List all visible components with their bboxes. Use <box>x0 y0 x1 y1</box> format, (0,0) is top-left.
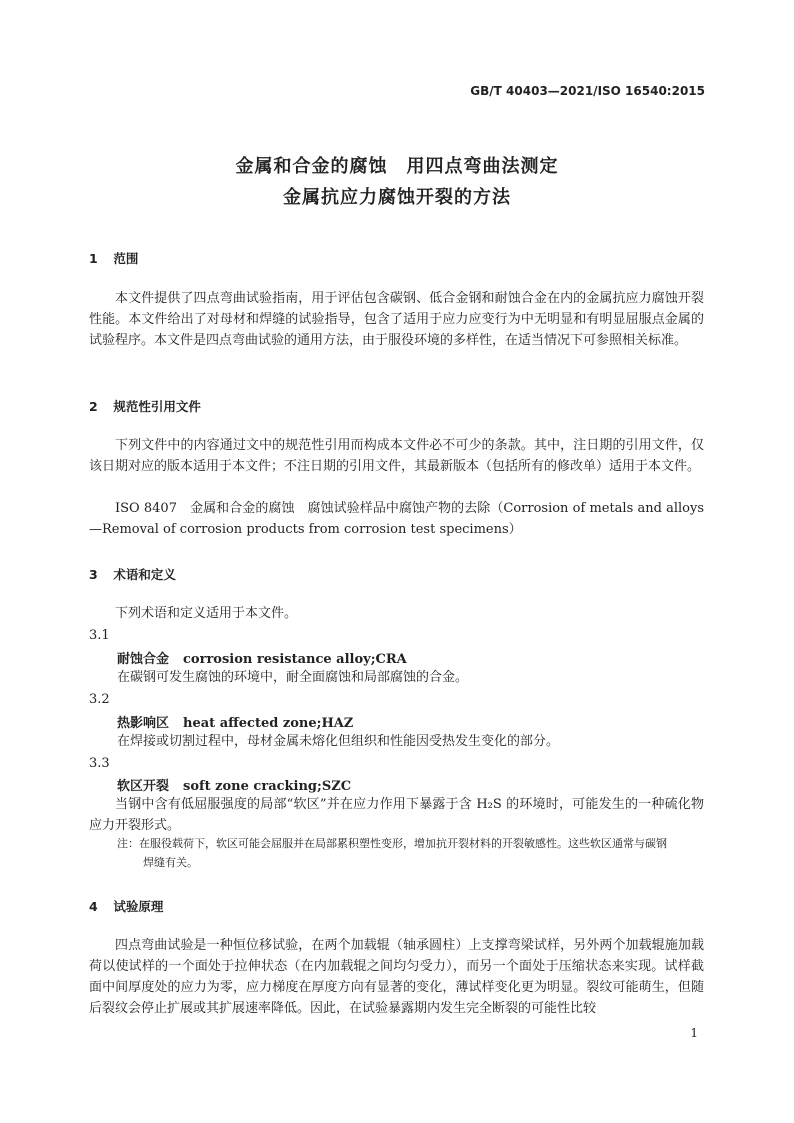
terms-intro: 下列术语和定义适用于本文件。 <box>115 606 298 621</box>
note-line: 焊缝有关。 <box>143 856 198 869</box>
section-title: 规范性引用文件 <box>113 399 201 414</box>
term-number: 3.1 <box>89 628 110 643</box>
term-entry <box>117 712 353 731</box>
section-title: 术语和定义 <box>113 567 176 582</box>
section-number: 2 <box>89 399 98 414</box>
document-title-line2: 金属抗应力腐蚀开裂的方法 <box>283 187 511 208</box>
term-definition: 当钢中含有低屈服强度的局部“软区”并在应力作用下暴露于含 H₂S 的环境时，可能发生的一种硫化物应力开裂形式。 <box>89 797 704 833</box>
section-heading-scope <box>89 249 138 267</box>
section-heading-terms <box>89 565 176 583</box>
term-number: 3.3 <box>89 756 110 771</box>
term-en: soft zone cracking;SZC <box>183 779 352 794</box>
section-number: 1 <box>89 251 98 266</box>
term-entry <box>117 648 407 667</box>
term-number: 3.2 <box>89 692 110 707</box>
section-title: 试验原理 <box>113 899 164 914</box>
term-zh: 热影响区 <box>117 716 170 731</box>
principle-paragraph: 四点弯曲试验是一种恒位移试验，在两个加载辊（轴承圆柱）上支撑弯梁试样，另外两个加载辊施加载荷以使试样的一个面处于拉伸状态（在内加载辊之间均匀受力），而另一个面处于压缩状态来实现。试样截面中间厚度处的应力为零，应力梯度在厚度方向有显著的变化，薄试样变化更为明显。裂纹可能萌生，但随后裂纹会停止扩展或其扩展速率降低。因此，在试验暴露期内发生完全断裂的可能性比较 <box>89 938 704 1016</box>
page-number: 1 <box>690 1026 698 1040</box>
term-en: heat affected zone;HAZ <box>183 716 354 731</box>
note <box>117 834 707 872</box>
term-en: corrosion resistance alloy;CRA <box>183 652 407 667</box>
term-zh: 耐蚀合金 <box>117 652 170 667</box>
document-title-line1: 金属和合金的腐蚀 用四点弯曲法测定 <box>235 156 559 177</box>
term-zh: 软区开裂 <box>117 779 170 794</box>
term-definition: 在碳钢可发生腐蚀的环境中，耐全面腐蚀和局部腐蚀的合金。 <box>117 670 469 685</box>
reference-iso-8407: ISO 8407 金属和合金的腐蚀 腐蚀试验样品中腐蚀产物的去除（Corrosion of metals and alloys—Removal of corrosion products from corrosion test specimens） <box>89 501 704 537</box>
section-heading-test-principle <box>89 897 163 915</box>
term-entry <box>117 775 351 794</box>
section-number: 4 <box>89 899 98 914</box>
section-number: 3 <box>89 567 98 582</box>
term-definition: 在焊接或切割过程中，母材金属未熔化但组织和性能因受热发生变化的部分。 <box>117 734 560 749</box>
standard-number: GB/T 40403—2021/ISO 16540:2015 <box>470 84 705 98</box>
scope-paragraph: 本文件提供了四点弯曲试验指南，用于评估包含碳钢、低合金钢和耐蚀合金在内的金属抗应力腐蚀开裂性能。本文件给出了对母材和焊缝的试验指导，包含了适用于应力应变行为中无明显和有明显屈服点金属的试验程序。本文件是四点弯曲试验的通用方法，由于服役环境的多样性，在适当情况下可参照相关标准。 <box>89 291 704 348</box>
section-heading-normative-references <box>89 397 201 415</box>
note-line: 注：在服役载荷下，软区可能会屈服并在局部累积塑性变形，增加抗开裂材料的开裂敏感性。这些软区通常与碳钢 <box>117 837 667 850</box>
references-paragraph: 下列文件中的内容通过文中的规范性引用而构成本文件必不可少的条款。其中，注日期的引用文件，仅该日期对应的版本适用于本文件；不注日期的引用文件，其最新版本（包括所有的修改单）适用于本文件。 <box>89 438 704 474</box>
section-title: 范围 <box>113 251 139 266</box>
